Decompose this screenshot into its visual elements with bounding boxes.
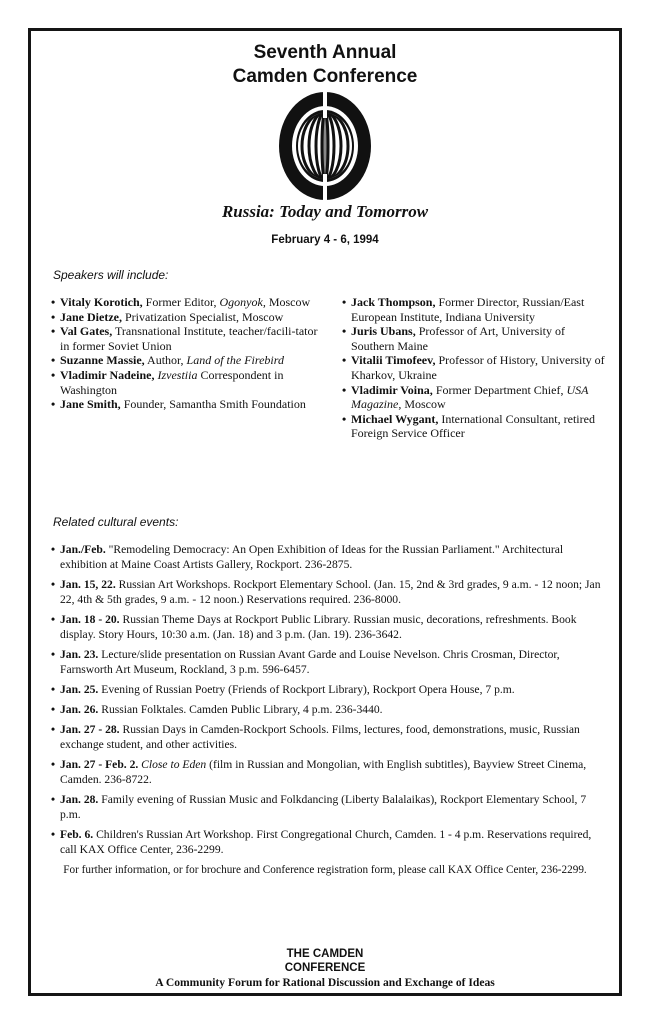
footer (31, 947, 619, 990)
title-line-1: Seventh Annual (253, 42, 397, 63)
speaker-item: • Juris Ubans, Professor of Art, University of Southern Maine (342, 324, 610, 353)
speaker-item: • Vitaly Korotich, Former Editor, Ogonyok, Moscow (51, 295, 319, 310)
speaker-item: • Vladimir Voina, Former Department Chief, USA Magazine, Moscow (342, 383, 610, 412)
event-item: • Feb. 6. Children's Russian Art Workshop. First Congregational Church, Camden. 1 - 4 p.m. Reservations required, call KAX Office Center, 236-2299. (51, 828, 606, 858)
speaker-item: • Vladimir Nadeine, Izvestiia Correspondent in Washington (51, 368, 319, 397)
speaker-item: • Jane Smith, Founder, Samantha Smith Foundation (51, 397, 319, 412)
events-list (51, 543, 606, 863)
speakers-list-right (342, 295, 610, 441)
speaker-item: • Vitalii Timofeev, Professor of History, University of Kharkov, Ukraine (342, 353, 610, 382)
event-item: • Jan. 28. Family evening of Russian Music and Folkdancing (Liberty Balalaikas), Rockport Elementary School, 7 p.m. (51, 793, 606, 823)
event-item: • Jan. 27 - Feb. 2. Close to Eden (film in Russian and Mongolian, with English subtitles), Bayview Street Cinema, Camden. 236-8722. (51, 758, 606, 788)
event-item: • Jan. 25. Evening of Russian Poetry (Friends of Rockport Library), Rockport Opera House, 7 p.m. (51, 683, 606, 698)
globe-ring-logo-icon (277, 91, 373, 201)
event-item: • Jan. 27 - 28. Russian Days in Camden-Rockport Schools. Films, lectures, food, demonstrations, music, Russian exchange student, and other activities. (51, 723, 606, 753)
event-item: • Jan./Feb. "Remodeling Democracy: An Open Exhibition of Ideas for the Russian Parliament." Architectural exhibition at Maine Coast Artists Gallery, Rockport. 236-2875. (51, 543, 606, 573)
org-name-line-2: CONFERENCE (284, 962, 366, 974)
event-item: • Jan. 15, 22. Russian Art Workshops. Rockport Elementary School. (Jan. 15, 2nd & 3rd grades, 9 a.m. - 12 noon; Jan 22, 4th & 5th grades, 9 a.m. - 12 noon.) Reservations required. 236-8000. (51, 578, 606, 608)
speaker-item: • Suzanne Massie, Author, Land of the Firebird (51, 353, 319, 368)
page-title (31, 41, 619, 89)
speakers-list-left (51, 295, 319, 412)
speaker-item: • Val Gates, Transnational Institute, teacher/facili-tator in former Soviet Union (51, 324, 319, 353)
event-item: • Jan. 18 - 20. Russian Theme Days at Rockport Public Library. Russian music, decorations, refreshments. Book display. Story Hours, 10:30 a.m. (Jan. 18) and 3 p.m. (Jan. 19). 236-3642. (51, 613, 606, 643)
title-line-2: Camden Conference (232, 66, 418, 87)
conference-dates: February 4 - 6, 1994 (271, 234, 379, 246)
conference-theme: Russia: Today and Tomorrow (221, 202, 429, 221)
speaker-item: • Jack Thompson, Former Director, Russian/East European Institute, Indiana University (342, 295, 610, 324)
org-name-line-1: THE CAMDEN (286, 948, 364, 960)
speakers-heading: Speakers will include: (53, 268, 169, 282)
page-border (28, 28, 622, 996)
further-information: For further information, or for brochure and Conference registration form, please call KAX Office Center, 236-2299. (63, 864, 587, 876)
speaker-item: • Jane Dietze, Privatization Specialist, Moscow (51, 310, 319, 325)
event-item: • Jan. 23. Lecture/slide presentation on Russian Avant Garde and Louise Nevelson. Chris Crosman, Director, Farnsworth Art Museum, Rockland, 3 p.m. 596-6457. (51, 648, 606, 678)
tagline: A Community Forum for Rational Discussion and Exchange of Ideas (155, 976, 495, 989)
event-item: • Jan. 26. Russian Folktales. Camden Public Library, 4 p.m. 236-3440. (51, 703, 606, 718)
events-heading: Related cultural events: (53, 515, 179, 529)
speaker-item: • Michael Wygant, International Consultant, retired Foreign Service Officer (342, 412, 610, 441)
